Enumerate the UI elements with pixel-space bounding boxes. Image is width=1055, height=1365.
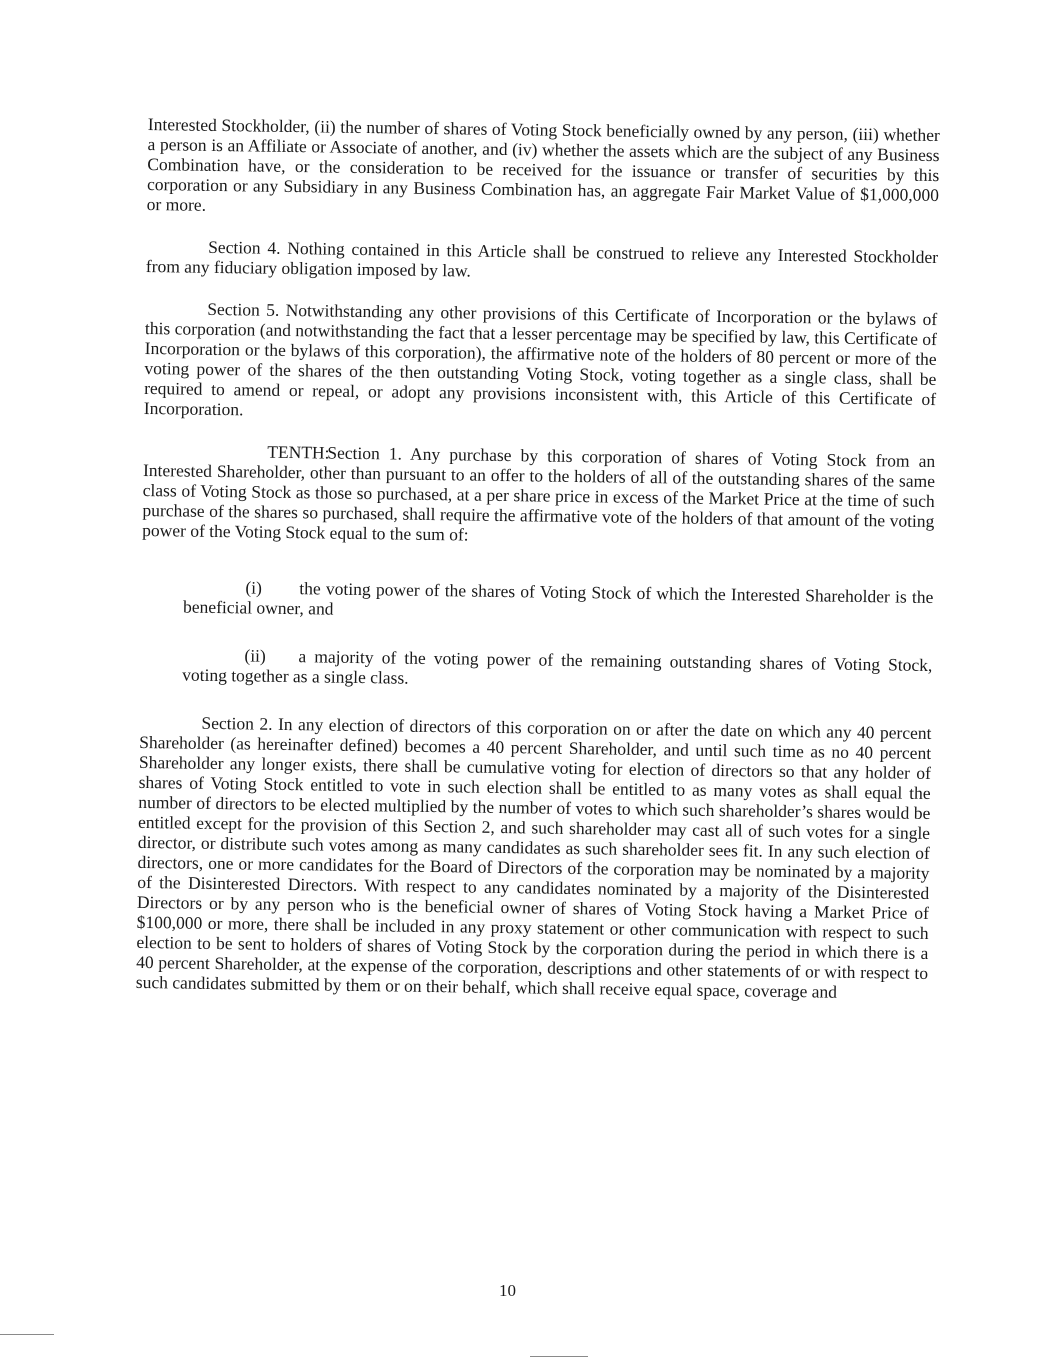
paragraph-section-4: Section 4. Nothing contained in this Article shall be construed to relieve any Interested Stockholder from any fiduciary obligation imposed by law. [145, 236, 939, 281]
scan-artifact-line [0, 1334, 54, 1335]
tenth-section-1-text: Section 1. Any purchase by this corporation of shares of Voting Stock from an Interested Shareholder, other than pursuant to an offer to the holders of all of the outstanding shares of the same class of Voting Stock as those so purchased, at a per share price in excess of the Market Price at the time of such purchase of the shares so purchased, shall require the affirmative vote of the holders of that amount of the voting power of the Voting Stock equal to the sum of: [142, 442, 936, 545]
paragraph-section-5: Section 5. Notwithstanding any other provisions of this Certificate of Incorporation or the bylaws of this corporation (and notwithstanding the fact that a lesser percentage may be specified by law, this Certificate of Incorporation or the bylaws of this corporation), the affirmative note of the holders of 80 percent or more of the voting power of the shares of the then outstanding Voting Stock, voting together as a single class, shall be required to amend or repeal, or adopt any provisions inconsistent with, this Article of this Certificate of Incorporation. [143, 298, 938, 420]
page-number: 10 [499, 1281, 516, 1300]
article-heading-tenth: TENTH: [267, 441, 330, 463]
paragraph-section-2: Section 2. In any election of directors of this corporation on or after the date on which any 40 percent Shareholder (as hereinafter defined) becomes a 40 percent Shareholder, and until such time as no 40 percent Shareholder any longer exists, there shall be cumulative voting for election of directors so that any holder of shares of Voting Stock entitled to vote in such election shall be entitled to as many votes as shall equal the number of directors to be elected multiplied by the number of votes to which such shareholder’s shares would be entitled except for the provision of this Section 2, and such shareholder may cast all of such votes for a single director, or distribute such votes among as many candidates as such shareholder sees fit. In any such election of directors, one or more candidates for the Board of Directors of the corporation may be nominated by a majority of the Disinterested Directors. With respect to any candidates nominated by a majority of the Disinterested Directors or by any person who is the beneficial owner of shares of Voting Stock having a Market Price of $100,000 or more, there shall be included in any proxy statement or other communication with respect to such election to be sent to holders of shares of Voting Stock by the corporation during the period in which there is a 40 percent Shareholder, at the expense of the corporation, descriptions and other statements of or with respect to such candidates submitted by them or on their behalf, which shall receive equal space, coverage and [135, 712, 932, 1002]
scan-artifact-line [530, 1356, 588, 1357]
list-item-label: (ii) [244, 645, 266, 666]
list-item-text: the voting power of the shares of Voting Stock of which the Interested Shareholder is the beneficial owner, and [182, 578, 934, 619]
paragraph-continuation: Interested Stockholder, (ii) the number of shares of Voting Stock beneficially owned by any person, (iii) whether a person is an Affiliate or Associate of another, and (iv) whether the assets which are the subject of any Business Combination have, or the consideration to be received for the issuance or transfer of securities by this corporation or any Subsidiary in any Business Combination has, an aggregate Fair Market Value of $1,000,000 or more. [146, 114, 940, 215]
list-item-ii [140, 644, 932, 695]
list-item-label: (i) [245, 577, 263, 598]
paragraph-tenth-section-1 [142, 440, 935, 551]
list-item-text: a majority of the voting power of the remaining outstanding shares of Voting Stock, voting together as a single class. [182, 646, 933, 688]
document-body [135, 114, 939, 1025]
